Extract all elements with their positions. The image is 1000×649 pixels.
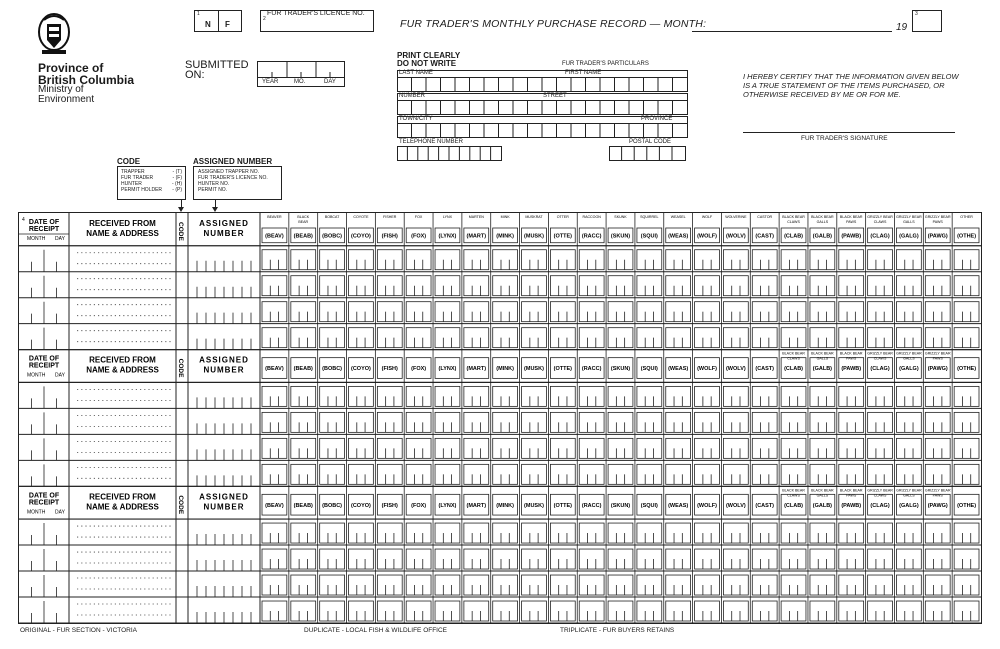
species-code: (BOBC) [322,366,343,373]
footer-triplicate: TRIPLICATE - FUR BUYERS RETAINS [560,627,675,634]
species-name: MARTEN [468,215,484,219]
code-label: CODE [177,222,184,241]
species-name: GRIZZLY BEAR [896,488,922,493]
assigned-heading: ASSIGNED NUMBER [193,157,273,166]
species-name: PAWS [846,220,857,224]
species-code: (MUSK) [524,366,544,373]
assigned-legend-item: ASSIGNED TRAPPER NO. [198,169,260,175]
date-of-receipt-label2: RECEIPT [28,499,60,507]
species-name: BEAR [298,220,309,224]
day-label: DAY [55,372,65,379]
species-code: (BEAB) [293,366,313,373]
signature-label: FUR TRADER'S SIGNATURE [801,135,888,142]
species-name: GALLS [903,220,915,224]
ministry-line1: Ministry of [38,84,84,95]
species-name: SKUNK [614,215,627,219]
species-code: (WOLV) [725,233,746,240]
received-from-label: RECEIVED FROM [89,355,156,365]
licence-num: 2 [263,16,266,22]
species-code: (BEAV) [265,502,284,509]
species-name: GALLS [816,220,829,224]
species-code: (WOLF) [697,502,717,509]
species-name: WOLF [701,215,713,219]
species-code: (SQUI) [640,233,658,240]
nf-box-f: F [225,20,230,29]
bc-crest-logo [36,10,72,58]
code-legend-label: FUR TRADER [121,175,154,181]
code-legend-label: PERMIT HOLDER [121,187,163,193]
species-code: (MART) [466,502,487,509]
species-code: (LYNX) [438,366,457,373]
species-code: (FOX) [411,502,427,509]
species-code: (PAWG) [927,233,948,240]
particulars-row[interactable] [397,116,702,138]
species-code: (CLAG) [870,366,890,373]
particulars-left-label: TOWN/CITY [399,116,433,122]
record-title: FUR TRADER'S MONTHLY PURCHASE RECORD — MONTH: [400,18,707,30]
particulars-form[interactable] [397,70,702,162]
particulars-right-label: POSTAL CODE [629,139,672,145]
species-name: GRIZZLY BEAR [867,488,893,493]
species-code: (WEAS) [668,366,689,373]
species-name: WOLVERINE [725,215,747,219]
particulars-right-label: FIRST NAME [565,70,602,76]
species-code: (RACC) [581,233,602,240]
species-code: (MINK) [496,502,514,509]
date-of-receipt-label: DATE OF [28,219,60,226]
species-code: (BEAV) [265,366,284,373]
species-name: GRIZZLY BEAR [896,215,922,219]
received-from-label: RECEIVED FROM [89,219,156,228]
licence-number-box[interactable] [260,10,374,32]
number-label: NUMBER [203,502,245,512]
species-code: (PAWB) [841,366,862,373]
species-code: (RACC) [581,366,602,373]
code-legend-code: - (T) [172,169,182,175]
species-name: FOX [414,215,423,219]
species-code: (FISH) [381,502,398,509]
species-name: GALLS [903,493,915,498]
code-legend-code: - (P) [172,187,182,193]
species-code: (COYO) [351,502,371,509]
species-code: (CLAG) [870,233,890,240]
species-name: OTHER [960,215,973,219]
date-of-receipt-label2: RECEIPT [28,362,60,370]
species-code: (COYO) [351,233,371,240]
assigned-legend-item: FUR TRADER'S LICENCE NO. [198,175,268,181]
code-label: CODE [177,358,184,378]
print-clearly: PRINT CLEARLY [397,51,461,60]
species-name: BLACK [297,215,310,219]
species-name: BLACK BEAR [782,215,805,219]
footer-duplicate: DUPLICATE - LOCAL FISH & WILDLIFE OFFICE [304,627,448,634]
month-label: MONTH [27,372,46,379]
species-code: (CLAB) [784,366,804,373]
species-name: GRIZZLY BEAR [867,215,893,219]
species-code: (WEAS) [668,502,689,509]
species-code: (CAST) [755,233,775,240]
species-name: GRIZZLY BEAR [924,488,951,493]
assigned-legend-item: PERMIT NO. [198,187,228,193]
species-name: PAWS [846,356,857,361]
name-address-label: NAME & ADDRESS [86,502,159,512]
submitted-label1: SUBMITTED [185,59,249,71]
species-code: (SKUN) [610,502,631,509]
species-name: FISHER [383,215,397,219]
species-name: GRIZZLY BEAR [924,215,951,219]
species-code: (MINK) [496,233,514,240]
code-legend-label: TRAPPER [121,169,145,175]
species-code: (OTTE) [553,502,572,509]
species-code: (WOLV) [725,502,746,509]
footer-original: ORIGINAL - FUR SECTION - VICTORIA [20,627,138,634]
species-name: PAWS [932,356,943,361]
species-name: BLACK BEAR [839,351,863,356]
code-legend-code: - (F) [172,175,182,181]
species-name: GALLS [816,356,829,361]
species-name: CLAWS [873,220,887,224]
species-name: BLACK BEAR [811,488,834,493]
species-code: (BOBC) [322,233,343,240]
species-code: (FISH) [381,366,398,373]
species-name: OTTER [556,215,569,219]
particulars-row[interactable] [397,70,702,92]
species-name: GRIZZLY BEAR [867,351,893,356]
nf-box-num: 1 [197,11,200,17]
species-code: (RACC) [581,502,602,509]
particulars-left-label: TELEPHONE NUMBER [399,139,464,145]
species-name: CLAWS [787,356,800,361]
particulars-right-label: STREET [543,93,567,99]
code-label: CODE [177,495,184,515]
species-code: (GALG) [899,366,919,373]
species-code: (GALB) [812,366,833,373]
species-code: (SQUI) [640,366,658,373]
particulars-row[interactable] [397,93,702,115]
species-name: SQUIRREL [640,215,659,219]
code-legend-code: - (H) [172,181,182,187]
purchase-table[interactable] [18,212,982,624]
species-name: CLAWS [873,493,887,498]
name-address-label: NAME & ADDRESS [86,229,159,238]
assigned-legend-item: HUNTER NO. [198,181,230,187]
species-code: (MUSK) [524,502,544,509]
species-code: (BEAV) [265,233,284,240]
date-of-receipt-label2: RECEIPT [28,226,60,233]
particulars-row[interactable] [397,139,702,161]
licence-label: FUR TRADER'S LICENCE NO. [267,10,365,17]
species-code: (PAWG) [927,366,948,373]
species-name: GALLS [816,493,829,498]
nf-box[interactable] [194,10,242,32]
species-code: (LYNX) [438,502,457,509]
species-name: RACCOON [582,215,601,219]
species-code: (MART) [466,233,487,240]
species-name: MUSKRAT [525,215,543,219]
do-not-write: DO NOT WRITE [397,59,457,68]
assigned-label: ASSIGNED [199,219,249,228]
species-code: (FOX) [411,233,427,240]
species-name: BLACK BEAR [839,488,863,493]
species-code: (PAWB) [841,233,862,240]
species-name: COYOTE [353,215,369,219]
ymd-day: DAY [324,79,336,85]
species-code: (CAST) [755,502,775,509]
submitted-date-box[interactable] [257,61,345,87]
particulars-right-label: PROVINCE [641,116,673,122]
species-name: CASTOR [757,215,773,219]
year-box-num: 3 [915,11,918,17]
species-name: BLACK BEAR [782,351,805,356]
particulars-left-label: LAST NAME [399,70,433,76]
species-code: (MUSK) [524,233,544,240]
species-name: BEAVER [267,215,282,219]
species-code: (OTHE) [957,502,977,509]
province-line2: British Columbia [38,73,135,87]
species-name: CLAWS [787,493,800,498]
particulars-left-label: NUMBER [399,93,426,99]
month-label: MONTH [27,236,46,242]
species-name: LYNX [442,215,453,219]
submitted-label2: ON: [185,69,205,81]
ministry-line2: Environment [38,94,95,105]
species-name: BOBCAT [324,215,340,219]
code-legend-item [121,187,182,193]
species-code: (COYO) [351,366,371,373]
species-code: (GALB) [812,502,833,509]
signature-line[interactable] [743,132,955,133]
species-code: (GALG) [899,502,919,509]
ymd-year: YEAR [262,79,279,85]
assigned-label: ASSIGNED [199,492,249,502]
species-code: (GALG) [899,233,919,240]
species-code: (CAST) [755,366,775,373]
species-code: (GALB) [812,233,833,240]
ymd-month: MO. [294,79,306,85]
species-code: (BOBC) [322,502,343,509]
species-code: (WOLF) [697,233,717,240]
nf-box-n: N [205,20,211,29]
code-legend-label: HUNTER [121,181,142,187]
species-name: BLACK BEAR [811,215,834,219]
month-line[interactable] [692,31,892,32]
assigned-legend-box [193,166,282,200]
species-name: PAWS [846,493,857,498]
species-code: (PAWG) [927,502,948,509]
day-label: DAY [55,509,65,516]
species-name: MINK [500,215,510,219]
species-code: (CLAB) [784,502,804,509]
purchase-table-grid[interactable] [19,213,981,623]
number-label: NUMBER [203,365,245,375]
species-code: (SKUN) [610,233,631,240]
date-of-receipt-label: DATE OF [28,355,60,363]
species-code: (CLAG) [870,502,890,509]
species-code: (WOLV) [725,366,746,373]
species-name: PAWS [932,493,943,498]
species-name: GRIZZLY BEAR [896,351,922,356]
species-code: (BEAB) [293,233,313,240]
particulars-title: FUR TRADER'S PARTICULARS [562,61,649,67]
species-name: PAWS [932,220,943,224]
date-of-receipt-label: DATE OF [28,492,60,500]
species-code: (PAWB) [841,502,862,509]
code-heading: CODE [117,157,141,166]
species-code: (MINK) [496,366,514,373]
species-code: (BEAB) [293,502,313,509]
species-name: BLACK BEAR [811,351,834,356]
species-code: (OTTE) [553,233,572,240]
certification-text: I HEREBY CERTIFY THAT THE INFORMATION GIVEN BELOW IS A TRUE STATEMENT OF THE ITEMS PURCHASED, OR OTHERWISE RECEIVED BY ME OR FOR ME. [743,72,959,99]
day-label: DAY [55,236,65,242]
species-code: (OTHE) [957,366,977,373]
species-name: GALLS [903,356,915,361]
species-code: (MART) [466,366,487,373]
species-code: (OTTE) [553,366,572,373]
species-code: (FISH) [381,233,398,240]
number-label: NUMBER [203,229,245,238]
received-from-label: RECEIVED FROM [89,492,156,502]
species-code: (CLAB) [784,233,804,240]
year-suffix: 19 [896,22,908,33]
species-code: (WEAS) [668,233,689,240]
species-name: WEASEL [670,215,686,219]
assigned-label: ASSIGNED [199,355,249,365]
year-box[interactable] [912,10,942,32]
species-name: GRIZZLY BEAR [924,351,951,356]
species-code: (SQUI) [640,502,658,509]
species-code: (WOLF) [697,366,717,373]
province-line1: Province of [38,61,104,75]
species-code: (SKUN) [610,366,631,373]
species-name: CLAWS [873,356,887,361]
species-code: (LYNX) [438,233,457,240]
month-label: MONTH [27,509,46,516]
species-name: BLACK BEAR [839,215,863,219]
species-code: (OTHE) [957,233,977,240]
column-number: 4 [22,217,25,223]
name-address-label: NAME & ADDRESS [86,365,159,375]
species-name: CLAWS [787,220,800,224]
species-name: BLACK BEAR [782,488,805,493]
code-legend-box [117,166,186,200]
species-code: (FOX) [411,366,427,373]
